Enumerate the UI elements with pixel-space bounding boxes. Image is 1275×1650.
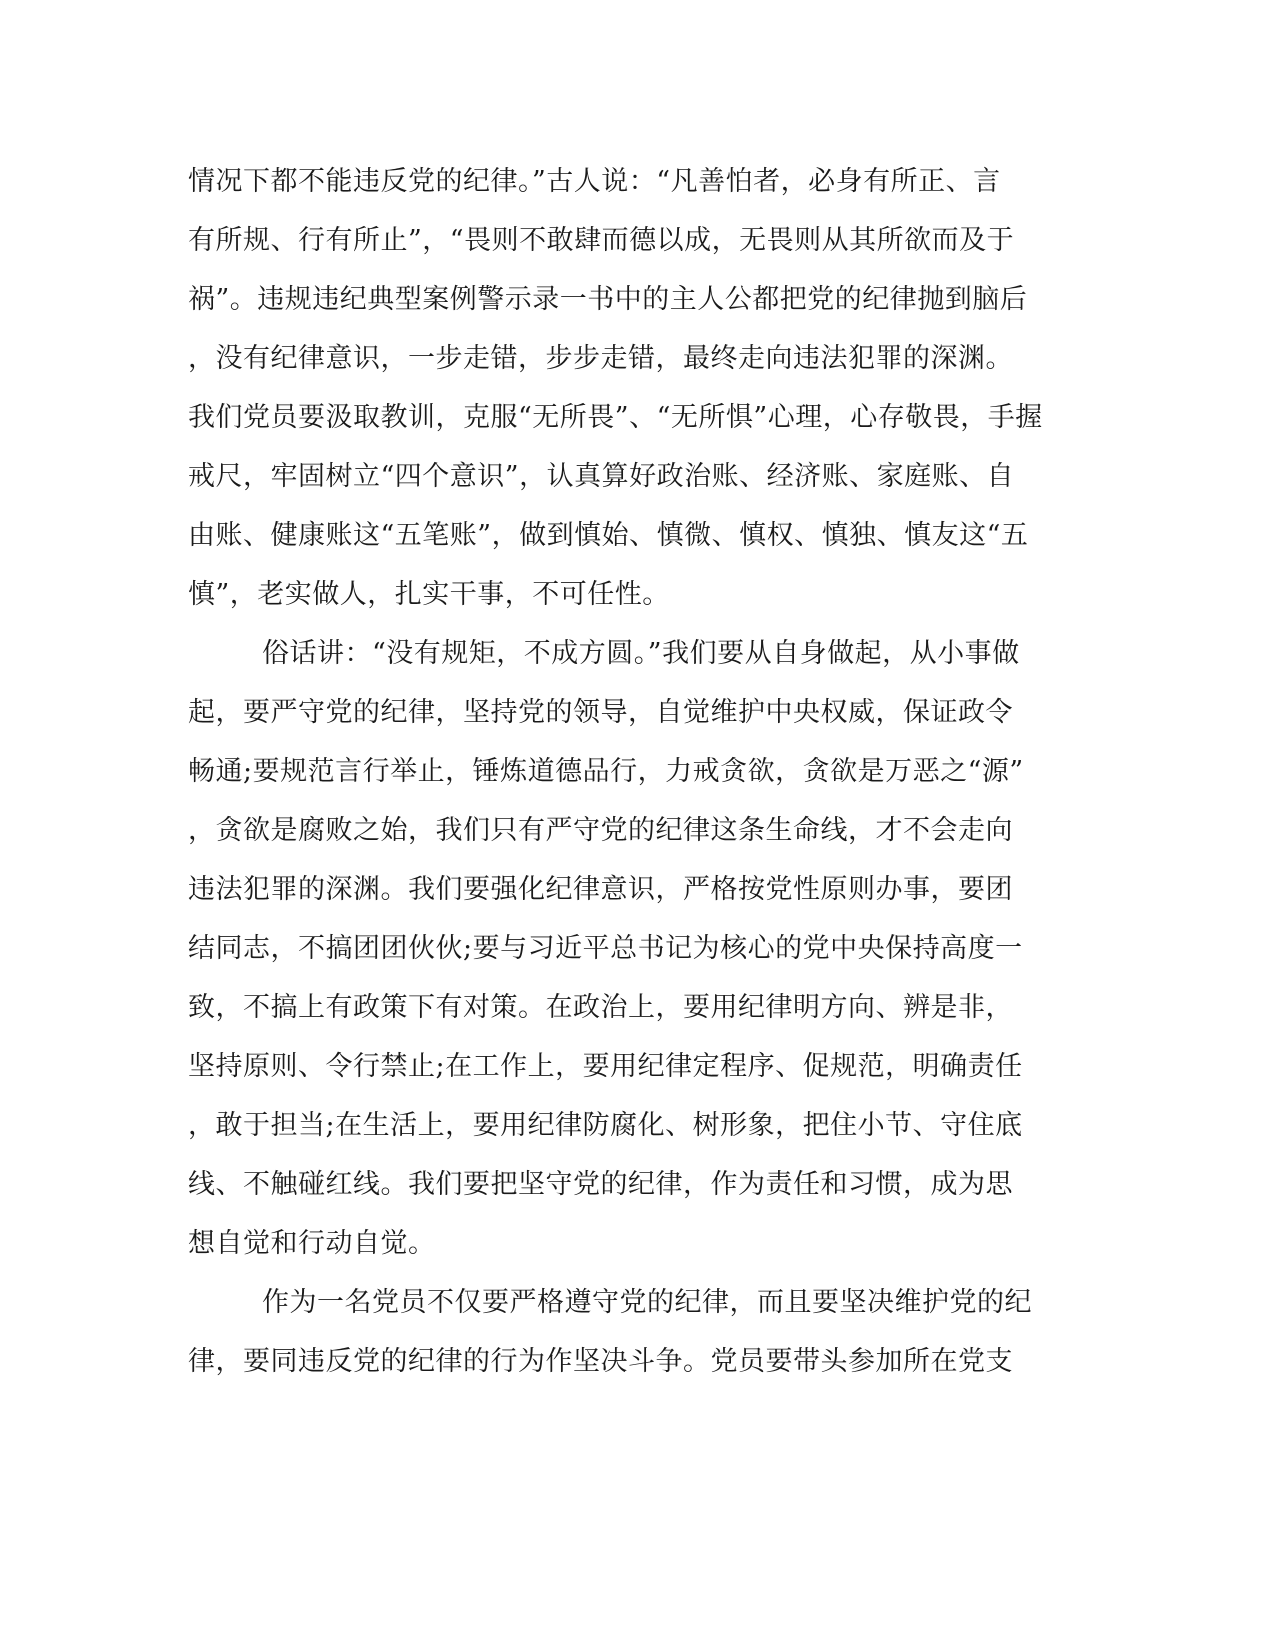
paragraph-line: 线、不触碰红线。我们要把坚守党的纪律，作为责任和习惯，成为思 [188,1169,1013,1200]
paragraph-line: 起，要严守党的纪律，坚持党的领导，自觉维护中央权威，保证政令 [188,697,1013,728]
paragraph-line: 有所规、行有所止”，“畏则不敢肆而德以成，无畏则从其所欲而及于 [188,225,1015,256]
paragraph-line: 戒尺，牢固树立“四个意识”，认真算好政治账、经济账、家庭账、自 [188,461,1015,492]
paragraph-line: 由账、健康账这“五笔账”，做到慎始、慎微、慎权、慎独、慎友这“五 [188,520,1029,551]
paragraph-line: 情况下都不能违反党的纪律。”古人说：“凡善怕者，必身有所正、言 [188,166,1001,197]
paragraph-line: 致，不搞上有政策下有对策。在政治上，要用纪律明方向、辨是非， [188,992,1013,1023]
paragraph-line: 坚持原则、令行禁止;在工作上，要用纪律定程序、促规范，明确责任 [188,1051,1023,1082]
paragraph-line: ，贪欲是腐败之始，我们只有严守党的纪律这条生命线，才不会走向 [188,815,1013,846]
paragraph-line: 畅通;要规范言行举止，锤炼道德品行，力戒贪欲，贪欲是万恶之“源” [188,756,1024,787]
paragraph-line: 俗话讲：“没有规矩，不成方圆。”我们要从自身做起，从小事做 [262,638,1020,669]
paragraph-line: 违法犯罪的深渊。我们要强化纪律意识，严格按党性原则办事，要团 [188,874,1013,905]
paragraph-line: 结同志，不搞团团伙伙;要与习近平总书记为核心的党中央保持高度一 [188,933,1023,964]
paragraph-line: 祸”。违规违纪典型案例警示录一书中的主人公都把党的纪律抛到脑后 [188,284,1028,315]
paragraph-line: 作为一名党员不仅要严格遵守党的纪律，而且要坚决维护党的纪 [262,1287,1032,1318]
paragraph-line: 想自觉和行动自觉。 [188,1228,436,1259]
paragraph-line: 慎”，老实做人，扎实干事，不可任性。 [188,579,670,610]
paragraph-line: ，没有纪律意识，一步走错，步步走错，最终走向违法犯罪的深渊。 [188,343,1013,374]
paragraph-line: ，敢于担当;在生活上，要用纪律防腐化、树形象，把住小节、守住底 [188,1110,1023,1141]
paragraph-line: 律，要同违反党的纪律的行为作坚决斗争。党员要带头参加所在党支 [188,1346,1013,1377]
paragraph-line: 我们党员要汲取教训，克服“无所畏”、“无所惧”心理，心存敬畏，手握 [188,402,1043,433]
